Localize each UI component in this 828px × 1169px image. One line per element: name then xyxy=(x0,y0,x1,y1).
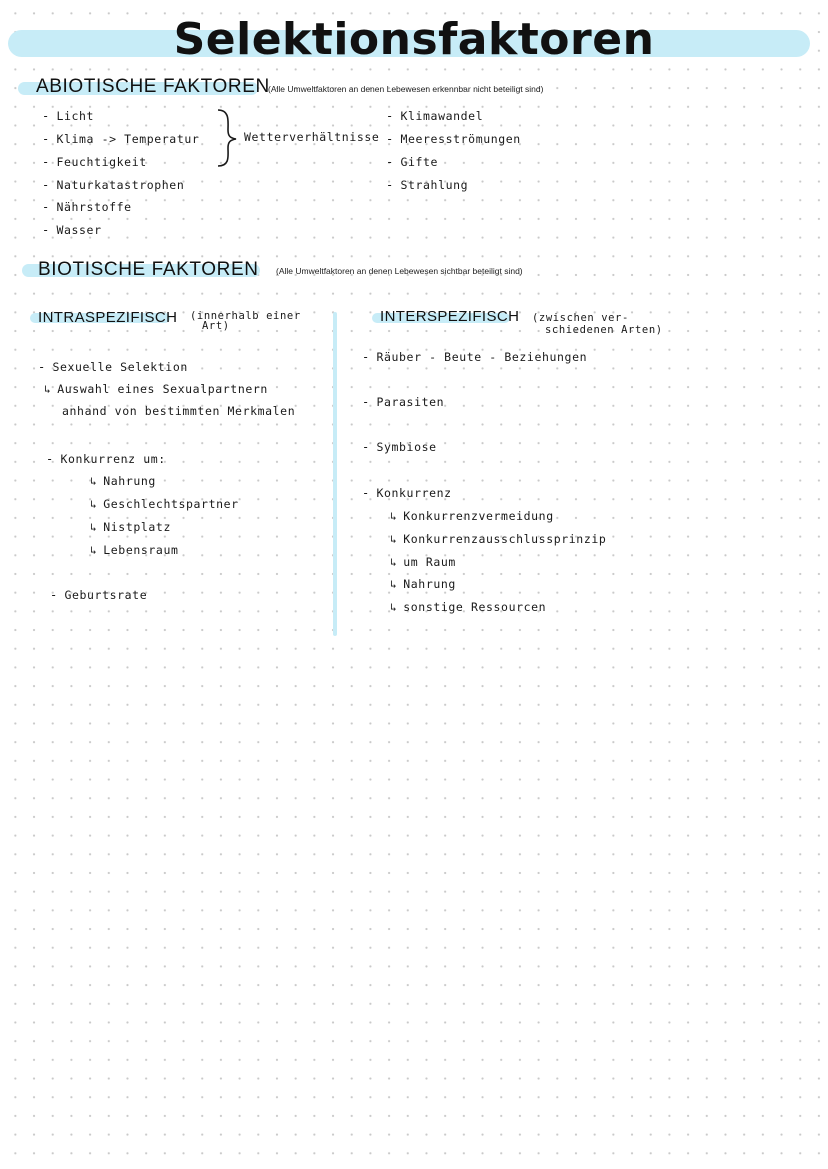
list-item: ↳ Konkurrenzvermeidung xyxy=(390,509,554,523)
abiotic-heading: ABIOTISCHE FAKTOREN xyxy=(36,76,270,97)
intra-note-line1: (innerhalb einer xyxy=(190,310,301,322)
list-item: - Nährstoffe xyxy=(42,200,132,214)
list-item: - Geburtsrate xyxy=(50,588,148,602)
inter-heading: INTERSPEZIFISCH xyxy=(380,308,520,325)
inter-note-line2: schiedenen Arten) xyxy=(545,324,663,336)
list-item: - Gifte xyxy=(386,155,439,169)
column-divider xyxy=(333,312,337,636)
list-item: - Räuber - Beute - Beziehungen xyxy=(362,350,588,364)
page-title: Selektionsfaktoren xyxy=(173,14,655,65)
intra-heading: INTRASPEZIFISCH xyxy=(38,309,178,326)
curly-brace-icon xyxy=(214,108,240,168)
list-item: - Konkurrenz um: xyxy=(46,452,166,466)
list-item: - Symbiose xyxy=(362,440,437,454)
list-item: ↳ Nistplatz xyxy=(90,520,171,534)
list-item-continuation: anhand von bestimmten Merkmalen xyxy=(62,404,296,418)
inter-note-line1: (zwischen ver- xyxy=(532,312,629,324)
biotic-note: (Alle Umweltfaktoren an denen Lebewesen sichtbar beteiligt sind) xyxy=(276,266,523,276)
biotic-heading: BIOTISCHE FAKTOREN xyxy=(38,259,259,280)
list-item: - Feuchtigkeit xyxy=(42,155,147,169)
list-item: - Naturkatastrophen xyxy=(42,178,185,192)
list-item: ↳ Nahrung xyxy=(390,577,456,591)
list-item: ↳ Lebensraum xyxy=(90,543,179,557)
list-item: ↳ sonstige Ressourcen xyxy=(390,600,547,614)
list-item: - Sexuelle Selektion xyxy=(38,360,188,374)
list-item: - Klima -> Temperatur xyxy=(42,132,200,146)
abiotic-note: (Alle Umweltfaktoren an denen Lebewesen erkennbar nicht beteiligt sind) xyxy=(268,84,544,94)
list-item: - Licht xyxy=(42,109,95,123)
list-item: - Parasiten xyxy=(362,395,445,409)
list-item: - Wasser xyxy=(42,223,102,237)
bracket-label: Wetterverhältnisse xyxy=(244,130,380,144)
list-item: ↳ um Raum xyxy=(390,555,456,569)
list-item: - Konkurrenz xyxy=(362,486,452,500)
list-item: - Klimawandel xyxy=(386,109,484,123)
list-item: - Strahlung xyxy=(386,178,469,192)
list-item: ↳ Geschlechtspartner xyxy=(90,497,239,511)
list-item: ↳ Nahrung xyxy=(90,474,156,488)
list-item: - Meeresströmungen xyxy=(386,132,521,146)
list-item: ↳ Konkurrenzausschlussprinzip xyxy=(390,532,607,546)
list-item: ↳ Auswahl eines Sexualpartnern xyxy=(44,382,268,396)
intra-note-line2: Art) xyxy=(202,320,230,332)
